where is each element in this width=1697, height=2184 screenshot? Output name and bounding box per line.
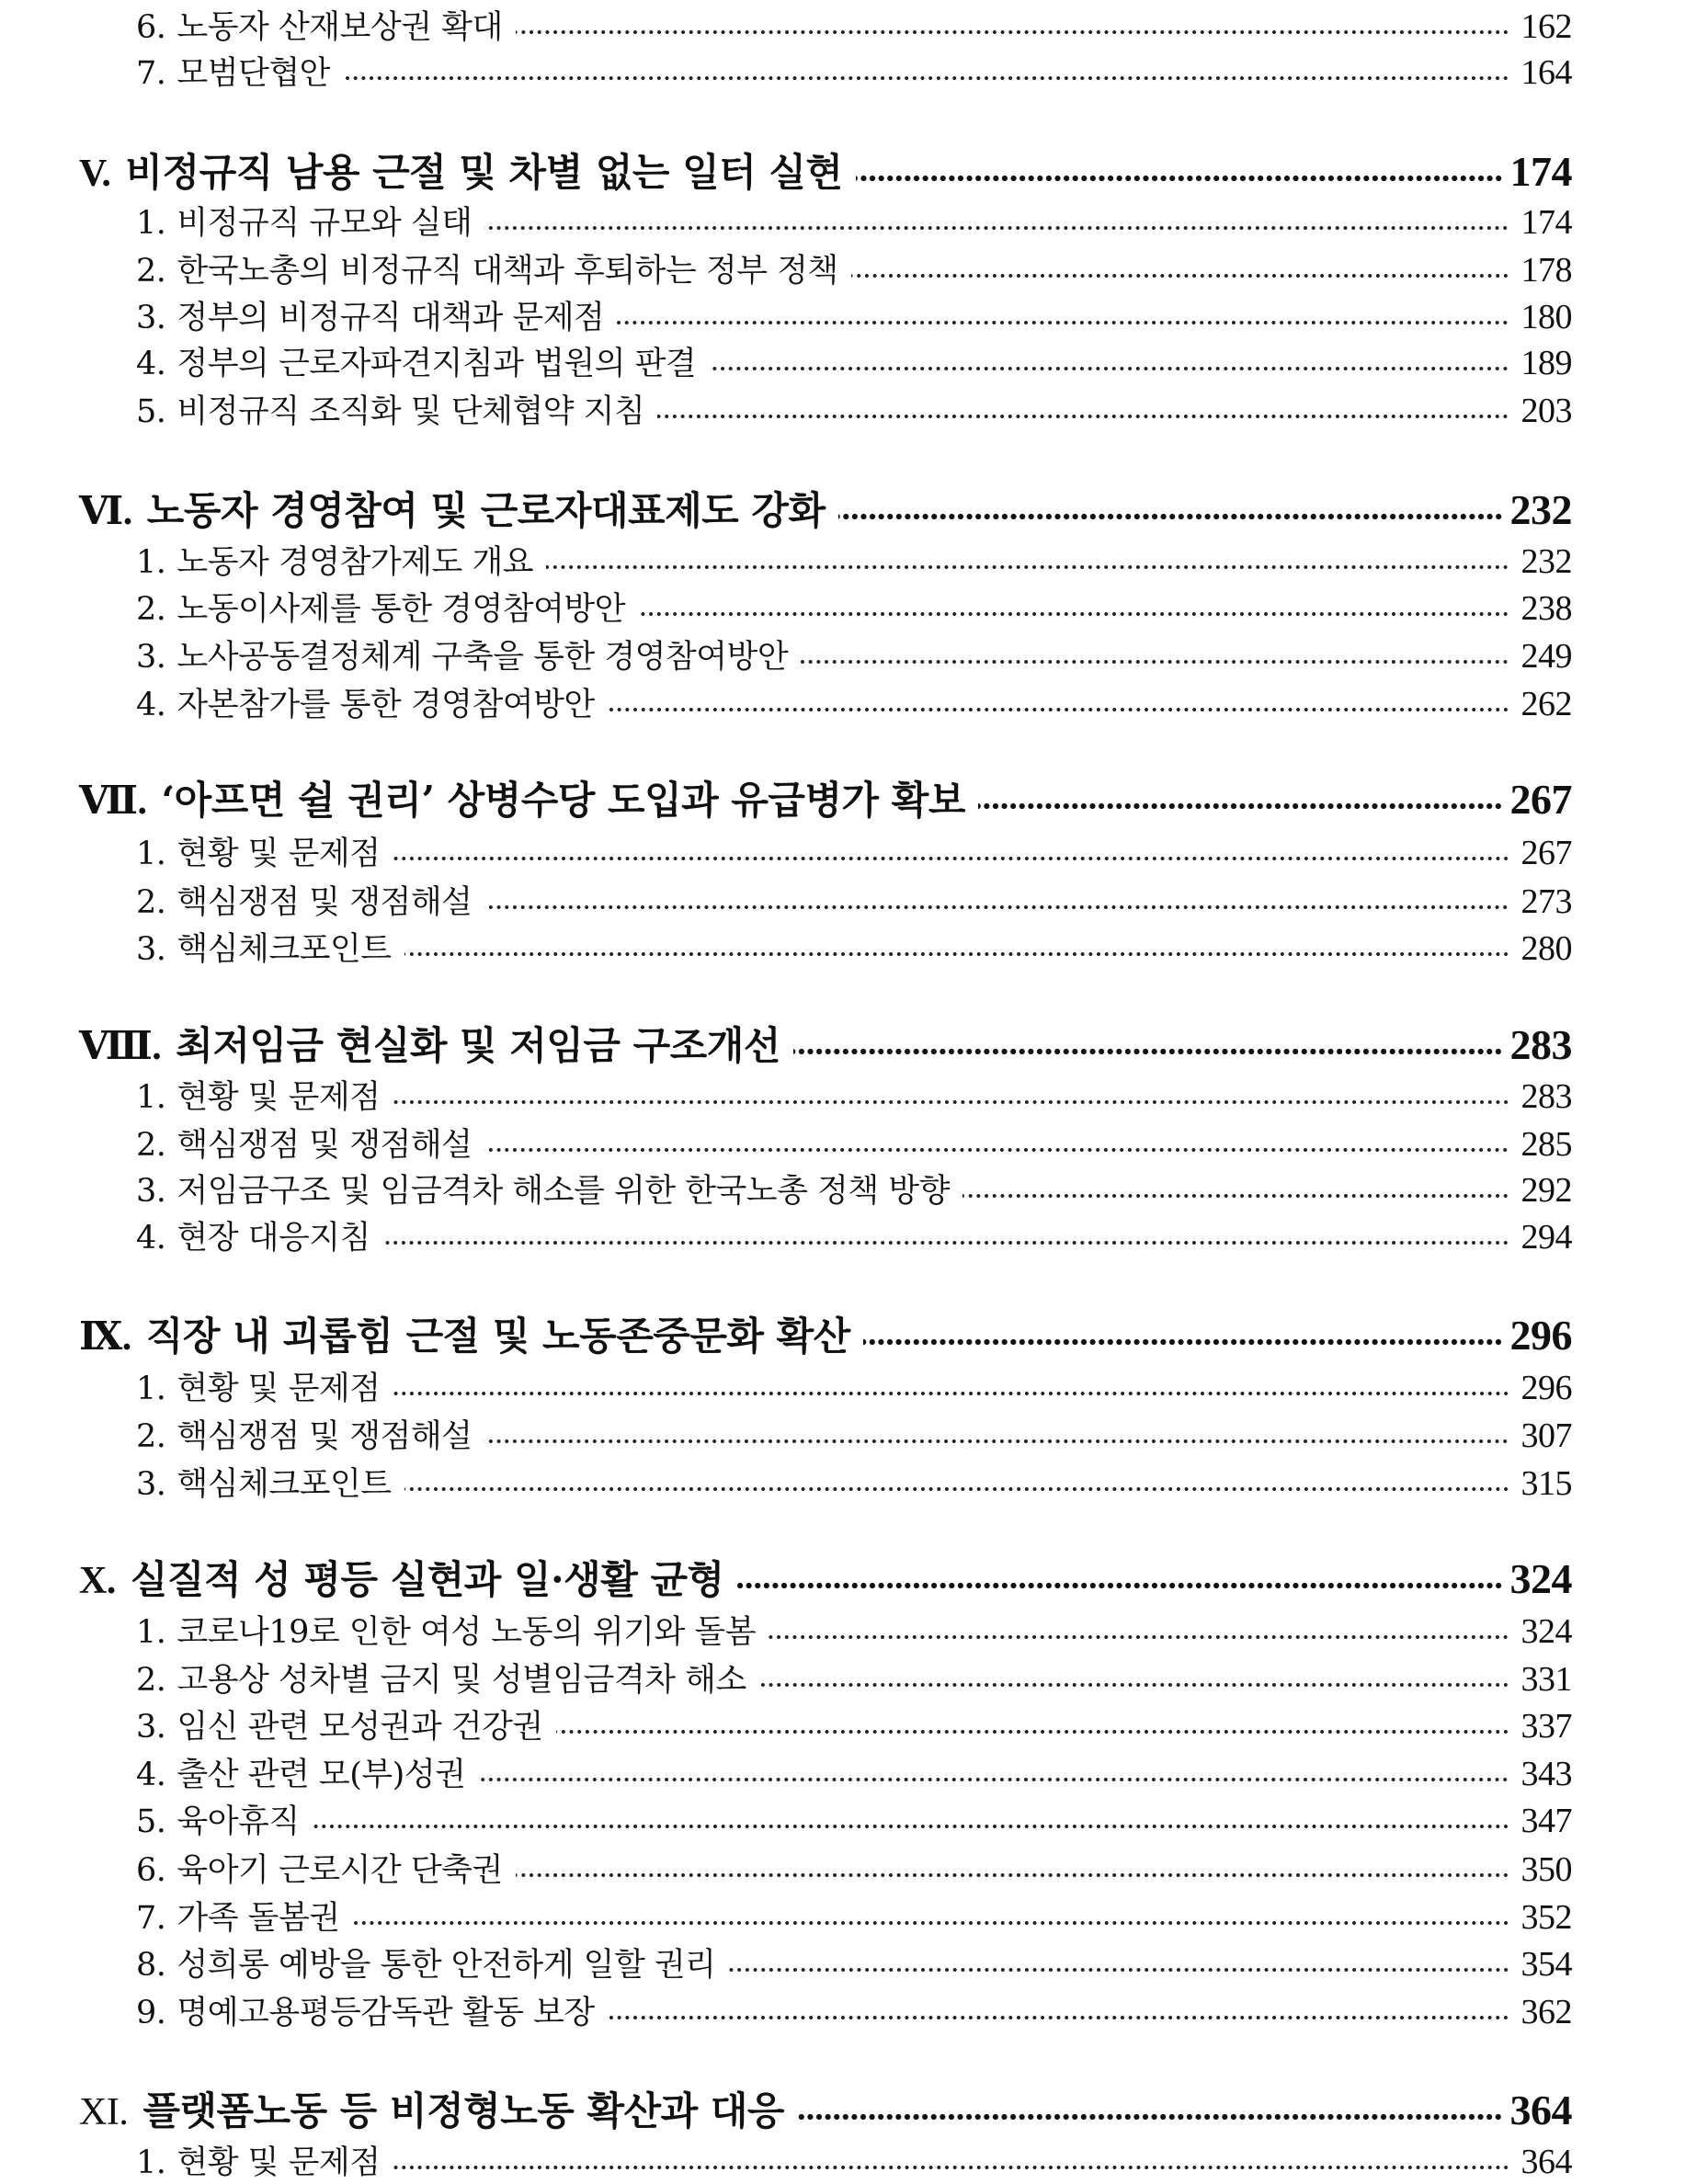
item-title: 현황 및 문제점: [177, 1371, 381, 1407]
page-number: 364: [1509, 2087, 1572, 2133]
item-number: 3.: [136, 300, 166, 336]
item-number: 1.: [136, 1614, 166, 1651]
section-number: Ⅶ.: [79, 780, 147, 823]
page-number: 292: [1520, 1171, 1572, 1210]
item-number: 1.: [136, 544, 166, 581]
page-number: 203: [1520, 392, 1572, 430]
item-number: 7.: [136, 55, 166, 92]
item-title: 현황 및 문제점: [177, 1079, 381, 1116]
dot-leader: [516, 29, 1509, 35]
toc-item[interactable]: [136, 1845, 1572, 1891]
item-number: 5.: [136, 393, 166, 430]
dot-leader: [478, 1777, 1509, 1782]
toc-item[interactable]: [136, 386, 1572, 432]
toc-item[interactable]: [136, 1212, 1572, 1258]
item-title: 정부의 근로자파견지침과 법원의 판결: [177, 346, 697, 382]
toc-section-heading[interactable]: [79, 1550, 1572, 1605]
dot-leader: [638, 611, 1509, 617]
dot-leader: [393, 1391, 1509, 1396]
toc-item[interactable]: [136, 1701, 1572, 1747]
toc-item[interactable]: [136, 1459, 1572, 1505]
section-number: V.: [79, 153, 111, 195]
dot-leader: [404, 1486, 1509, 1492]
page-number: 232: [1509, 486, 1572, 533]
item-number: 4.: [136, 1757, 166, 1793]
toc-section-heading[interactable]: [79, 142, 1572, 198]
toc-item[interactable]: [136, 1893, 1572, 1939]
item-number: 4.: [136, 1220, 166, 1257]
item-title: 핵심체크포인트: [177, 1466, 392, 1503]
item-title: 명예고용평등감독관 활동 보장: [177, 1995, 595, 2031]
item-number: 2.: [136, 591, 166, 628]
toc-item[interactable]: [136, 1166, 1572, 1211]
dot-leader: [962, 1193, 1509, 1199]
section-number: Ⅷ.: [79, 1026, 162, 1068]
dot-leader: [797, 2113, 1503, 2121]
page-number: 189: [1520, 344, 1572, 382]
toc-item[interactable]: [136, 1363, 1572, 1409]
page-number: 174: [1520, 203, 1572, 242]
toc-item[interactable]: [136, 1939, 1572, 1985]
dot-leader: [737, 1582, 1503, 1589]
toc-item[interactable]: [136, 1796, 1572, 1842]
page-number: 362: [1520, 1993, 1572, 2031]
toc-item[interactable]: [136, 584, 1572, 630]
item-number: 1.: [136, 1371, 166, 1407]
section-number: XI.: [79, 2091, 129, 2133]
page-number: 294: [1520, 1218, 1572, 1257]
page-number: 364: [1520, 2143, 1572, 2181]
section-title: 직장 내 괴롭힘 근절 및 노동존중문화 확산: [145, 1314, 850, 1359]
dot-leader: [657, 414, 1509, 419]
dot-leader: [484, 1147, 1509, 1153]
item-number: 2.: [136, 1418, 166, 1455]
section-title: 최저임금 현실화 및 저임금 구조개선: [176, 1023, 780, 1068]
item-number: 6.: [136, 9, 166, 46]
item-title: 출산 관련 모(부)성권: [177, 1757, 466, 1793]
item-title: 노동자 산재보상권 확대: [177, 9, 503, 46]
item-title: 핵심쟁점 및 쟁점해설: [177, 1127, 473, 1164]
page-number: 283: [1520, 1077, 1572, 1116]
toc-item[interactable]: [136, 1987, 1572, 2033]
dot-leader: [608, 707, 1509, 712]
page-number: 331: [1520, 1660, 1572, 1699]
item-title: 저임금구조 및 임금격차 해소를 위한 한국노총 정책 방향: [177, 1173, 950, 1210]
dot-leader: [556, 1729, 1509, 1735]
dot-leader: [617, 320, 1509, 325]
item-title: 노동자 경영참가제도 개요: [177, 544, 534, 581]
page-number: 296: [1509, 1312, 1572, 1359]
toc-item[interactable]: [136, 1411, 1572, 1457]
page-number: 267: [1509, 776, 1572, 823]
toc-item[interactable]: [136, 1607, 1572, 1653]
item-title: 한국노총의 비정규직 대책과 후퇴하는 정부 정책: [177, 253, 838, 290]
section-number: Ⅸ.: [79, 1316, 131, 1359]
item-title: 노사공동결정체계 구축을 통한 경영참여방안: [177, 639, 789, 676]
section-title: 비정규직 남용 근절 및 차별 없는 일터 실현: [125, 150, 843, 195]
toc-section-heading[interactable]: [79, 1306, 1572, 1361]
item-title: 현황 및 문제점: [177, 836, 381, 872]
item-title: 가족 돌봄권: [177, 1900, 340, 1937]
item-number: 4.: [136, 346, 166, 382]
toc-item[interactable]: [136, 48, 1572, 94]
item-number: 1.: [136, 1079, 166, 1116]
dot-leader: [608, 2015, 1509, 2020]
page-number: 324: [1520, 1612, 1572, 1651]
page-number: 262: [1520, 685, 1572, 723]
item-number: 7.: [136, 1900, 166, 1937]
toc-item[interactable]: [136, 924, 1572, 970]
item-number: 3.: [136, 639, 166, 676]
dot-leader: [343, 75, 1509, 81]
item-number: 3.: [136, 1173, 166, 1210]
toc-item[interactable]: [136, 1120, 1572, 1166]
item-number: 4.: [136, 687, 166, 723]
dot-leader: [516, 1872, 1509, 1878]
page-number: 324: [1509, 1555, 1572, 1602]
dot-leader: [729, 1967, 1510, 1973]
item-title: 모범단협안: [177, 55, 330, 92]
dot-leader: [801, 659, 1509, 665]
toc-item[interactable]: [136, 828, 1572, 874]
section-title: 노동자 경영참여 및 근로자대표제도 강화: [146, 488, 826, 533]
page-number: 249: [1520, 637, 1572, 676]
dot-leader: [759, 1682, 1509, 1688]
page-number: 180: [1520, 298, 1572, 336]
dot-leader: [863, 1338, 1503, 1346]
item-number: 2.: [136, 1127, 166, 1164]
dot-leader: [793, 1048, 1503, 1055]
item-number: 1.: [136, 2144, 166, 2181]
dot-leader: [393, 1099, 1509, 1105]
dot-leader: [313, 1824, 1509, 1829]
page-number: 347: [1520, 1802, 1572, 1840]
toc-item[interactable]: [136, 198, 1572, 244]
item-title: 육아휴직: [177, 1803, 300, 1840]
dot-leader: [838, 513, 1503, 520]
item-number: 3.: [136, 1709, 166, 1746]
dot-leader: [393, 2165, 1509, 2170]
page-number: 337: [1520, 1707, 1572, 1746]
toc-item[interactable]: [136, 2137, 1572, 2183]
page-number: 232: [1520, 542, 1572, 581]
page-number: 164: [1520, 53, 1572, 92]
toc-item[interactable]: [136, 537, 1572, 583]
page-number: 238: [1520, 589, 1572, 628]
page-number: 307: [1520, 1416, 1572, 1455]
toc-item[interactable]: [136, 1655, 1572, 1701]
item-title: 현장 대응지침: [177, 1220, 370, 1257]
section-number: X.: [79, 1560, 116, 1602]
page-number: 162: [1520, 7, 1572, 46]
item-title: 육아기 근로시간 단축권: [177, 1852, 503, 1889]
item-number: 3.: [136, 1466, 166, 1503]
toc-section-heading[interactable]: [79, 481, 1572, 536]
page-number: 315: [1520, 1464, 1572, 1503]
item-title: 노동이사제를 통한 경영참여방안: [177, 591, 625, 628]
item-number: 2.: [136, 1662, 166, 1699]
page-number: 174: [1509, 148, 1572, 195]
toc-item[interactable]: [136, 877, 1572, 923]
item-title: 비정규직 조직화 및 단체협약 지침: [177, 393, 645, 430]
dot-leader: [484, 904, 1509, 910]
page-number: 343: [1520, 1755, 1572, 1793]
item-title: 비정규직 규모와 실태: [177, 205, 473, 242]
toc-item[interactable]: [136, 245, 1572, 291]
toc-item[interactable]: [136, 1072, 1572, 1118]
dot-leader: [383, 1240, 1509, 1246]
page-number: 285: [1520, 1125, 1572, 1164]
dot-leader: [978, 802, 1503, 810]
item-title: 코로나19로 인한 여성 노동의 위기와 돌봄: [177, 1614, 757, 1651]
item-number: 2.: [136, 884, 166, 921]
dot-leader: [851, 273, 1509, 279]
page-number: 352: [1520, 1898, 1572, 1937]
section-title: 실질적 성 평등 실현과 일·생활 균형: [130, 1557, 724, 1602]
toc-section-heading[interactable]: [79, 2081, 1572, 2136]
item-title: 성희롱 예방을 통한 안전하게 일할 권리: [177, 1947, 716, 1984]
dot-leader: [709, 366, 1509, 371]
item-number: 3.: [136, 931, 166, 968]
item-title: 자본참가를 통한 경영참여방안: [177, 687, 595, 723]
item-number: 9.: [136, 1995, 166, 2031]
item-title: 고용상 성차별 금지 및 성별임금격차 해소: [177, 1662, 746, 1699]
page-number: 273: [1520, 882, 1572, 921]
item-number: 8.: [136, 1947, 166, 1984]
toc-item[interactable]: [136, 338, 1572, 384]
item-number: 1.: [136, 836, 166, 872]
item-number: 5.: [136, 1803, 166, 1840]
section-number: Ⅵ.: [79, 491, 132, 533]
toc-item[interactable]: [136, 2, 1572, 48]
toc-section-heading[interactable]: [79, 1016, 1572, 1071]
toc-item[interactable]: [136, 631, 1572, 677]
item-number: 6.: [136, 1852, 166, 1889]
dot-leader: [404, 951, 1509, 957]
dot-leader: [769, 1634, 1509, 1640]
dot-leader: [484, 1439, 1509, 1444]
item-title: 현황 및 문제점: [177, 2144, 381, 2181]
item-title: 핵심쟁점 및 쟁점해설: [177, 884, 473, 921]
toc-item[interactable]: [136, 1749, 1572, 1795]
item-title: 정부의 비정규직 대책과 문제점: [177, 300, 605, 336]
toc-item[interactable]: [136, 679, 1572, 725]
item-title: 임신 관련 모성권과 건강권: [177, 1709, 543, 1746]
dot-leader: [484, 225, 1509, 231]
item-title: 핵심체크포인트: [177, 931, 392, 968]
dot-leader: [856, 175, 1503, 182]
dot-leader: [546, 564, 1509, 570]
item-number: 1.: [136, 205, 166, 242]
item-number: 2.: [136, 253, 166, 290]
item-title: 핵심쟁점 및 쟁점해설: [177, 1418, 473, 1455]
page-number: 178: [1520, 251, 1572, 290]
page-number: 350: [1520, 1850, 1572, 1889]
section-title: 플랫폼노동 등 비정형노동 확산과 대응: [142, 2088, 784, 2133]
page-number: 283: [1509, 1021, 1572, 1068]
page-number: 354: [1520, 1945, 1572, 1984]
page-number: 280: [1520, 929, 1572, 968]
page-number: 296: [1520, 1369, 1572, 1407]
dot-leader: [353, 1920, 1509, 1926]
section-title: ‘아프면 쉴 권리’ 상병수당 도입과 유급병가 확보: [161, 778, 965, 823]
page-number: 267: [1520, 834, 1572, 872]
dot-leader: [393, 856, 1509, 861]
toc-section-heading[interactable]: [79, 770, 1572, 825]
toc-item[interactable]: [136, 292, 1572, 338]
